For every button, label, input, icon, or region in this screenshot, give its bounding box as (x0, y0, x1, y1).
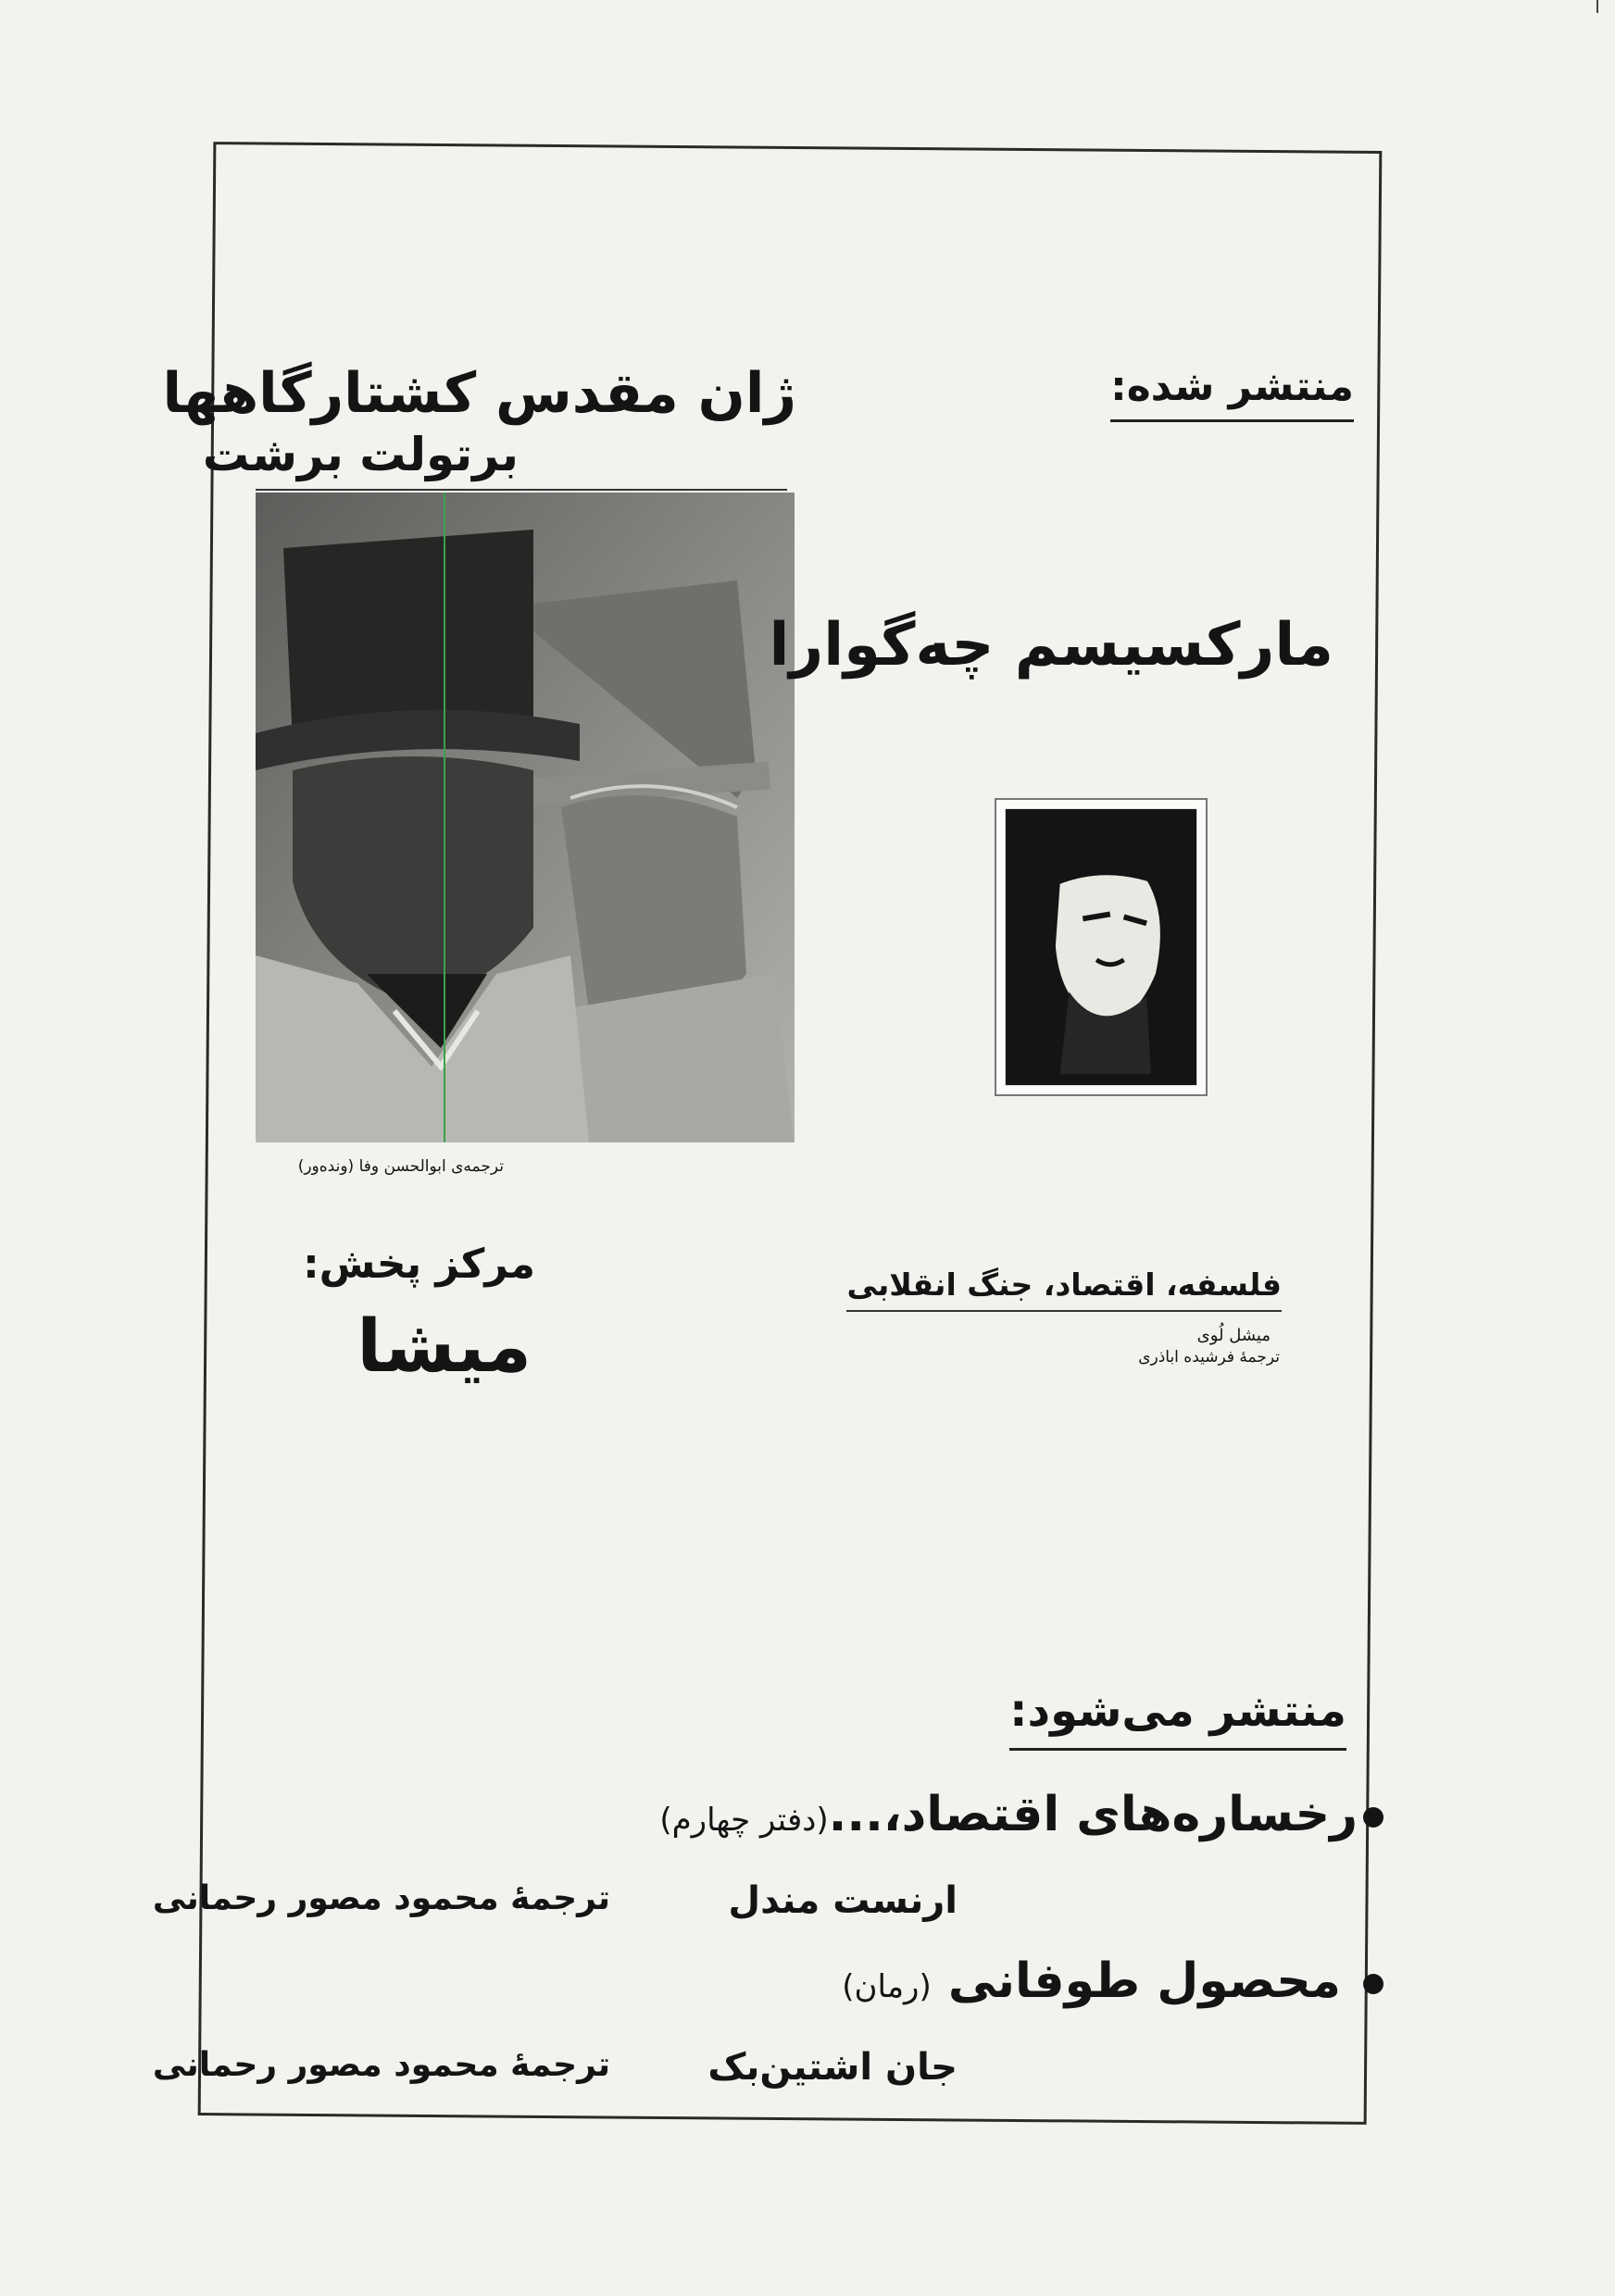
forthcoming-item-1-translator: ترجمهٔ محمود مصور رحمانی (152, 1879, 610, 1917)
forthcoming-item-2 (842, 1953, 1383, 2009)
book2-author: میشل لُوی (1196, 1326, 1271, 1345)
corner-mark (1596, 0, 1598, 13)
top-hat-men-illustration (256, 493, 795, 1142)
book2-translator: ترجمهٔ فرشیده اباذری (1138, 1348, 1280, 1366)
forthcoming-item-2-author: جان اشتین‌بک (707, 2046, 958, 2089)
forthcoming-item-2-translator: ترجمهٔ محمود مصور رحمانی (152, 2046, 610, 2084)
published-heading: منتشر شده: (1110, 363, 1354, 422)
portrait-photo (996, 800, 1206, 1094)
bullet-dot-icon (1363, 1807, 1383, 1828)
book2-portrait (995, 798, 1208, 1096)
book1-title: ژان مقدس کشتارگاهها (162, 361, 796, 426)
forthcoming-item-1-title: رخساره‌های اقتصاد،... (828, 1787, 1358, 1842)
forthcoming-item-2-title: محصول طوفانی (947, 1953, 1341, 2009)
book1-author: برتولت برشت (202, 428, 519, 481)
forthcoming-item-1-note: (دفتر چهارم) (659, 1802, 829, 1839)
book2-subtitle: فلسفه، اقتصاد، جنگ انقلابی (846, 1267, 1282, 1312)
distribution-label: مرکز پخش: (303, 1241, 535, 1288)
book1-rule (256, 489, 787, 491)
book1-illustration (256, 493, 795, 1142)
book2-title: مارکسیسم چه‌گوارا (769, 611, 1333, 680)
book1-translator: ترجمه‌ی ابوالحسن وفا (ونده‌ور) (297, 1157, 504, 1176)
forthcoming-item-1 (659, 1787, 1383, 1842)
forthcoming-item-1-author: ارنست مندل (728, 1879, 958, 1922)
forthcoming-heading: منتشر می‌شود: (1009, 1685, 1346, 1751)
bullet-dot-icon (1363, 1974, 1383, 1994)
distribution-name: میشا (357, 1305, 532, 1389)
forthcoming-item-2-note: (رمان) (842, 1968, 932, 2005)
